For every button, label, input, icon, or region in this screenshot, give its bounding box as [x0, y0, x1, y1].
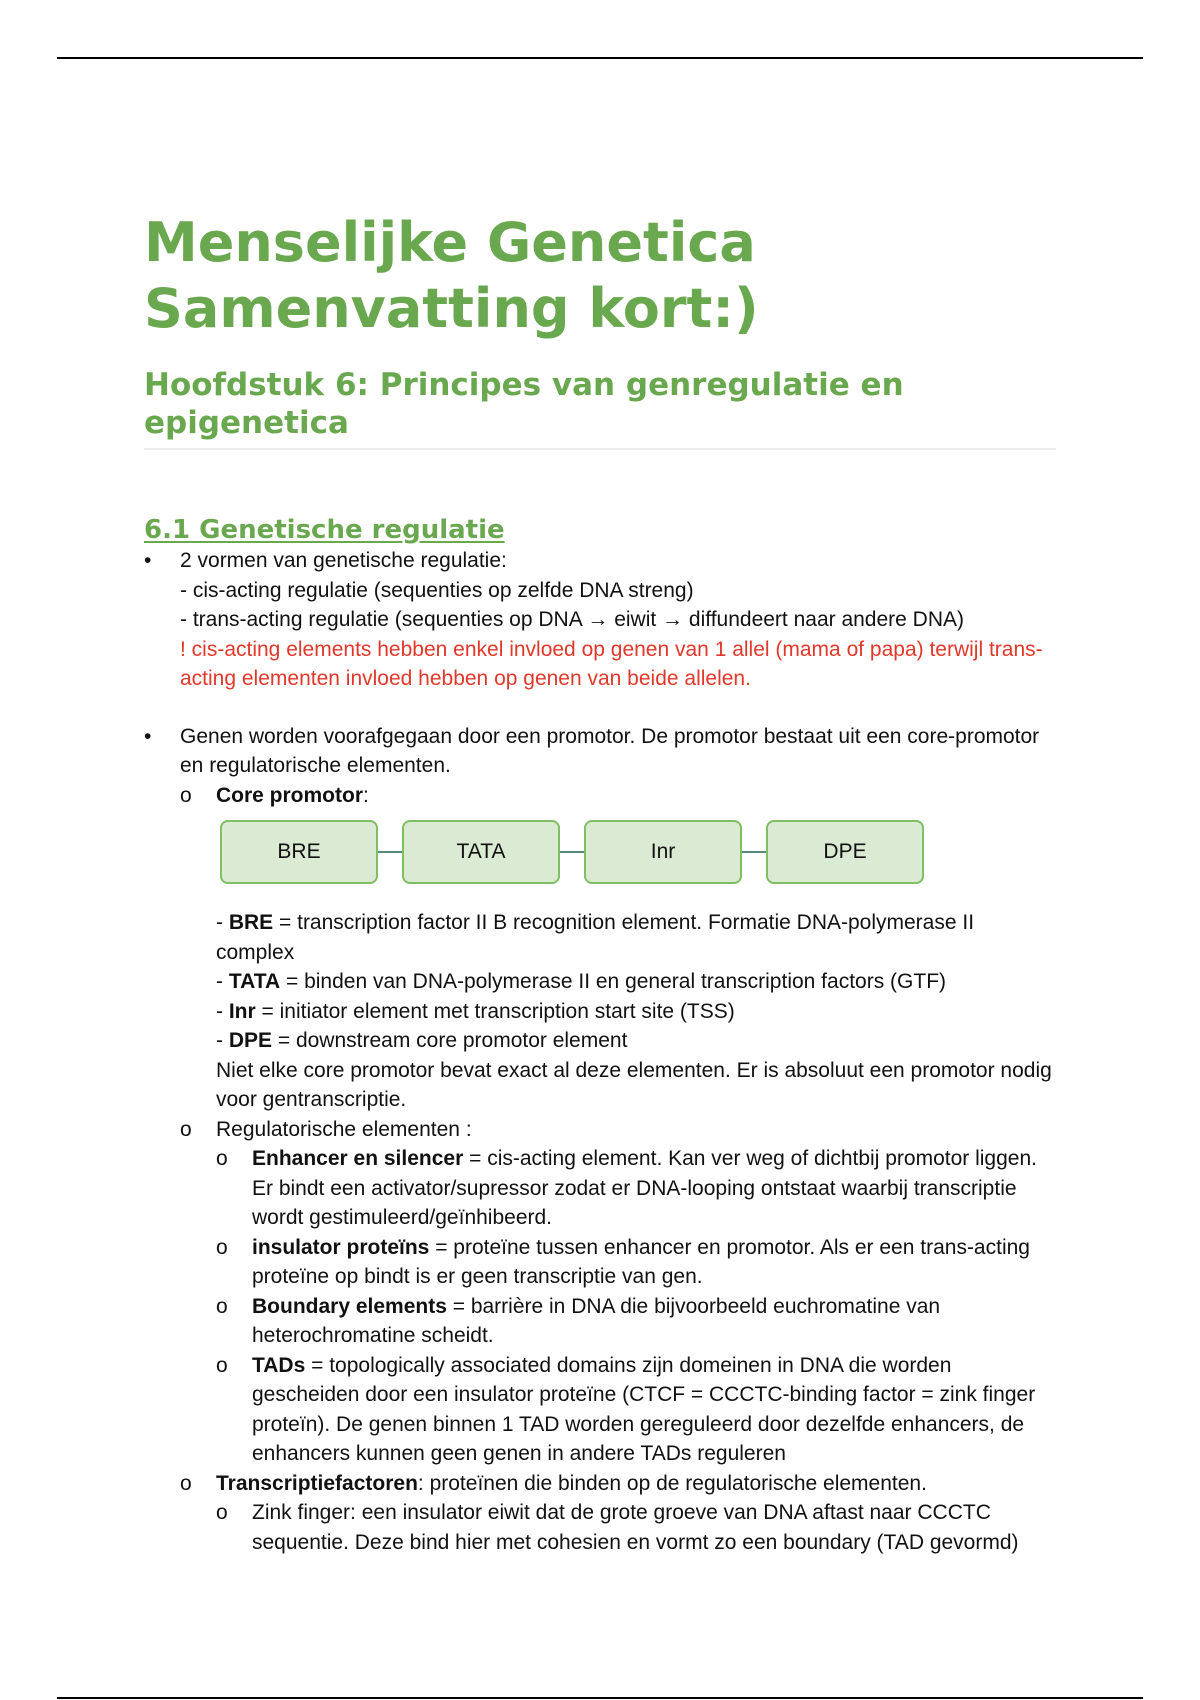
box-tata: TATA: [402, 820, 560, 884]
sub-bullet-icon: o: [180, 1471, 192, 1495]
box-inr: Inr: [584, 820, 742, 884]
document-title: [144, 210, 1056, 342]
def-inr: - Inr = initiator element met transcription start site (TSS): [216, 999, 735, 1023]
title-line-2: Samenvatting kort:): [144, 277, 759, 340]
section-heading: 6.1 Genetische regulatie: [144, 515, 505, 545]
forms-intro: 2 vormen van genetische regulatie:: [180, 549, 507, 572]
reg-item-boundary: o Boundary elements = barrière in DNA die bijvoorbeeld euchromatine van heterochromatine scheidt.: [216, 1292, 1056, 1351]
regulatory-elements-label: Regulatorische elementen :: [216, 1117, 472, 1141]
chapter-heading: Hoofdstuk 6: Principes van genregulatie en epigenetica: [144, 366, 1056, 450]
core-promotor-item: o Core promotor: BRE TATA Inr DPE - BRE = transcription factor II B recognition element. Formatie DNA-polymerase II complex - TATA = binden van DNA-polymerase II en general transcription factors (GTF) - Inr = initiator element met transcription start site (TSS) - DPE = downstream core promotor element Niet elke core promotor bevat exact al deze elementen. Er is absoluut een promotor nodig voor gentranscriptie.: [180, 781, 1056, 1115]
sub-bullet-icon: o: [216, 1147, 228, 1170]
sub-bullet-icon: o: [216, 1235, 228, 1259]
bottom-rule: [57, 1697, 1143, 1699]
bullet-icon: •: [144, 724, 152, 748]
sub-bullet-icon: o: [216, 1294, 228, 1318]
sub-bullet-icon: o: [180, 1117, 192, 1141]
def-tata: - TATA = binden van DNA-polymerase II en general transcription factors (GTF): [216, 970, 947, 993]
regulatory-elements-item: [180, 1115, 1056, 1469]
tf-item-zinc-finger: o Zink finger: een insulator eiwit dat de grote groeve van DNA aftast naar CCCTC sequentie. Deze bind hier met cohesien en vormt zo een boundary (TAD gevormd): [216, 1498, 1056, 1557]
reg-item-enhancer: o Enhancer en silencer = cis-acting element. Kan ver weg of dichtbij promotor liggen. Er bindt een activator/supressor zodat er DNA-looping ontstaat waarbij transcriptie wordt gestimuleerd/geïnhibeerd.: [216, 1144, 1056, 1233]
bullet-icon: •: [144, 549, 152, 572]
def-bre: - BRE = transcription factor II B recognition element. Formatie DNA-polymerase II complex: [216, 911, 975, 964]
forms-trans: - trans-acting regulatie (sequenties op DNA → eiwit → diffundeert naar andere DNA): [180, 608, 965, 631]
document-content: [144, 210, 1056, 1557]
forms-warning: ! cis-acting elements hebben enkel invloed op genen van 1 allel (mama of papa) terwijl trans-acting elementen invloed hebben op genen van beide allelen.: [180, 637, 1043, 690]
section-body: [144, 546, 1056, 1557]
transcription-factors-item: o Transcriptiefactoren: proteïnen die binden op de regulatorische elementen. o Zink finger: een insulator eiwit dat de grote groeve van DNA aftast naar CCCTC sequentie. Deze bind hier met cohesien en vormt zo een boundary (TAD gevormd): [180, 1469, 1056, 1558]
box-dpe: DPE: [766, 820, 924, 884]
core-promotor-label: Core promotor: [216, 783, 363, 807]
sub-bullet-icon: o: [180, 783, 192, 807]
connector: [378, 851, 404, 853]
reg-item-insulator: o insulator proteïns = proteïne tussen enhancer en promotor. Als er een trans-acting proteïne op bindt is er geen transcriptie van gen.: [216, 1233, 1056, 1292]
transcription-factors-label: Transcriptiefactoren: [216, 1471, 418, 1495]
def-dpe: - DPE = downstream core promotor element: [216, 1029, 628, 1052]
box-bre: BRE: [220, 820, 378, 884]
bullet-promotor: [144, 722, 1056, 1558]
title-line-1: Menselijke Genetica: [144, 211, 756, 274]
bullet-regulation-forms: [144, 546, 1056, 694]
reg-item-tads: o TADs = topologically associated domains zijn domeinen in DNA die worden gescheiden door een insulator proteïne (CTCF = CCCTC-binding factor = zink finger proteïn). De genen binnen 1 TAD worden gereguleerd door dezelfde enhancers, de enhancers kunnen geen genen in andere TADs reguleren: [216, 1351, 1056, 1469]
sub-bullet-icon: o: [216, 1501, 228, 1524]
connector: [560, 851, 586, 853]
core-promotor-note: Niet elke core promotor bevat exact al deze elementen. Er is absoluut een promotor nodig voor gentranscriptie.: [216, 1058, 1052, 1111]
forms-cis: - cis-acting regulatie (sequenties op zelfde DNA streng): [180, 578, 694, 602]
promotor-intro: Genen worden voorafgegaan door een promotor. De promotor bestaat uit een core-promotor en regulatorische elementen.: [180, 724, 1040, 777]
sub-bullet-icon: o: [216, 1353, 228, 1377]
top-rule: [57, 57, 1143, 59]
connector: [742, 851, 768, 853]
core-promotor-diagram: [216, 816, 1056, 908]
